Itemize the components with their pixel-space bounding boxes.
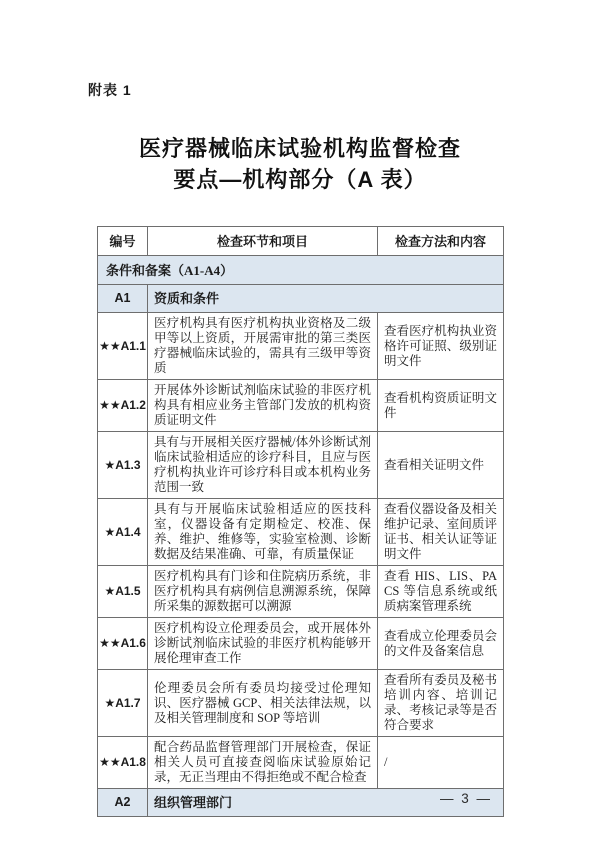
group-number: A2 <box>98 789 148 817</box>
page-title-line2: 要点—机构部分（A 表） <box>173 167 427 192</box>
item-description: 伦理委员会所有委员均接受过伦理知识、医疗器械 GCP、相关法律法规，以及相关管理制度和 SOP 等培训 <box>148 670 378 737</box>
item-number: ★A1.3 <box>98 432 148 499</box>
item-description: 具有与开展相关医疗器械/体外诊断试剂临床试验相适应的诊疗科目，且应与医疗机构执业许可诊疗科目或本机构业务范围一致 <box>148 432 378 499</box>
section-row <box>98 256 504 285</box>
table-row <box>98 737 504 789</box>
item-method: 查看相关证明文件 <box>378 432 504 499</box>
section-label: 条件和备案（A1-A4） <box>98 256 504 285</box>
item-description: 医疗机构具有医疗机构执业资格及二级甲等以上资质，开展需审批的第三类医疗器械临床试验的，需具有三级甲等资质 <box>148 313 378 380</box>
item-method: 查看机构资质证明文件 <box>378 380 504 432</box>
table-row <box>98 313 504 380</box>
item-method: 查看所有委员及秘书培训内容、培训记录、考核记录等是否符合要求 <box>378 670 504 737</box>
item-description: 配合药品监督管理部门开展检查，保证相关人员可直接查阅临床试验原始记录，无正当理由不得拒绝或不配合检查 <box>148 737 378 789</box>
table-header-row <box>98 227 504 256</box>
page-number: — 3 — <box>439 791 492 806</box>
item-method: 查看 HIS、LIS、PACS 等信息系统或纸质病案管理系统 <box>378 566 504 618</box>
table-row <box>98 380 504 432</box>
group-number: A1 <box>98 285 148 313</box>
group-label: 组织管理部门 <box>148 789 504 817</box>
table-row <box>98 432 504 499</box>
header-items: 检查环节和项目 <box>148 227 378 256</box>
inspection-table <box>97 226 504 817</box>
table-row <box>98 566 504 618</box>
item-number: ★★A1.6 <box>98 618 148 670</box>
item-method: 查看医疗机构执业资格许可证照、级别证明文件 <box>378 313 504 380</box>
table-row <box>98 670 504 737</box>
inspection-table-body <box>98 256 504 817</box>
item-description: 开展体外诊断试剂临床试验的非医疗机构具有相应业务主管部门发放的机构资质证明文件 <box>148 380 378 432</box>
page-title-line1: 医疗器械临床试验机构监督检查 <box>138 136 461 161</box>
item-number: ★A1.4 <box>98 499 148 566</box>
appendix-label: 附表 1 <box>88 82 132 98</box>
item-number: ★★A1.2 <box>98 380 148 432</box>
item-number: ★★A1.1 <box>98 313 148 380</box>
header-methods: 检查方法和内容 <box>378 227 504 256</box>
group-row <box>98 285 504 313</box>
item-number: ★★A1.8 <box>98 737 148 789</box>
item-number: ★A1.7 <box>98 670 148 737</box>
item-description: 医疗机构具有门诊和住院病历系统，非医疗机构具有病例信息溯源系统，保障所采集的源数据可以溯源 <box>148 566 378 618</box>
item-method: 查看成立伦理委员会的文件及备案信息 <box>378 618 504 670</box>
page-title <box>0 133 600 195</box>
item-description: 医疗机构设立伦理委员会，或开展体外诊断试剂临床试验的非医疗机构能够开展伦理审查工作 <box>148 618 378 670</box>
table-row <box>98 499 504 566</box>
table-row <box>98 618 504 670</box>
item-method: / <box>378 737 504 789</box>
item-description: 具有与开展临床试验相适应的医技科室，仪器设备有定期检定、校准、保养、维护、维修等，实验室检测、诊断数据及结果准确、可靠，有质量保证 <box>148 499 378 566</box>
item-method: 查看仪器设备及相关维护记录、室间质评证书、相关认证等证明文件 <box>378 499 504 566</box>
group-label: 资质和条件 <box>148 285 504 313</box>
item-number: ★A1.5 <box>98 566 148 618</box>
header-number: 编号 <box>98 227 148 256</box>
